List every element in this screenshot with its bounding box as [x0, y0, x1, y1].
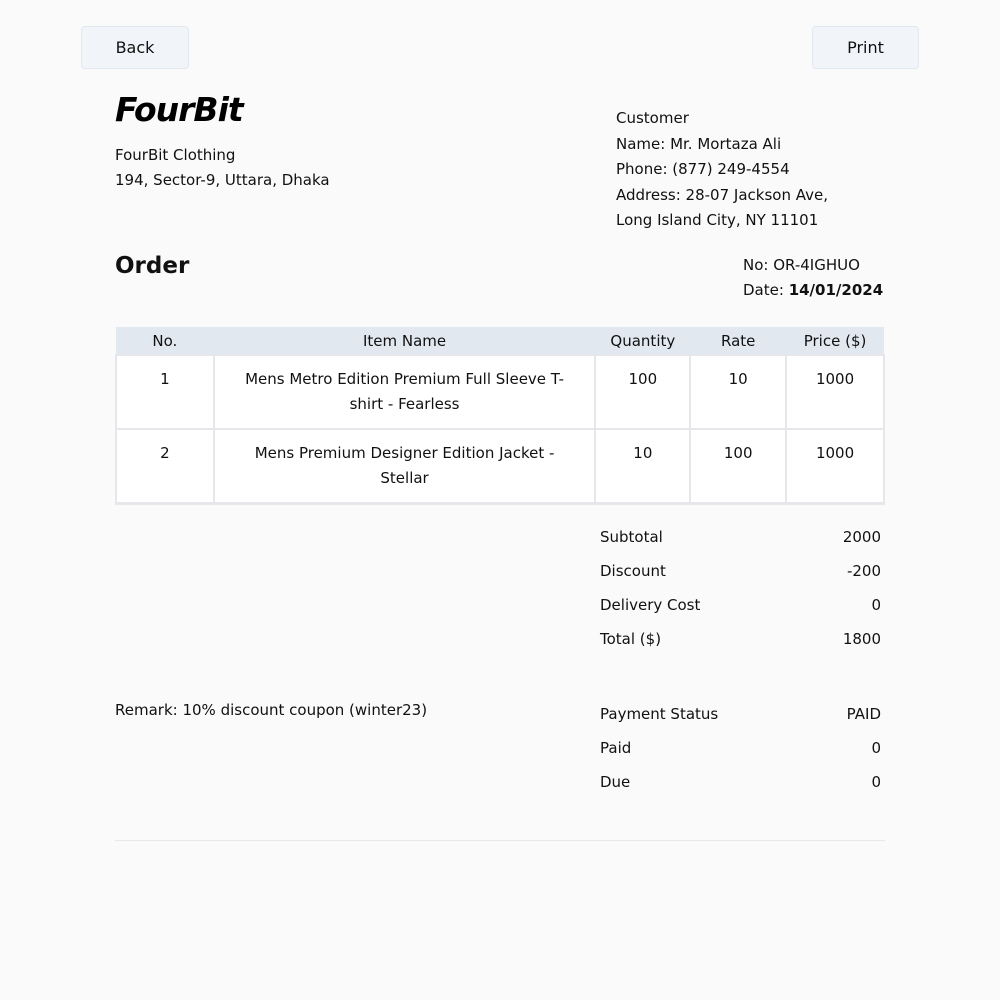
- header-quantity: Quantity: [595, 327, 690, 355]
- cell-quantity: 100: [595, 355, 690, 429]
- company-address: 194, Sector-9, Uttara, Dhaka: [115, 171, 330, 189]
- order-date-value: 14/01/2024: [788, 281, 884, 299]
- payment-status-row: [600, 705, 881, 739]
- total-value: 1800: [842, 630, 881, 648]
- cell-no: 2: [116, 429, 214, 504]
- cell-rate: 10: [690, 355, 786, 429]
- customer-info: [616, 106, 828, 234]
- subtotal-row: [600, 528, 881, 562]
- discount-label: Discount: [600, 562, 666, 580]
- cell-item-name: Mens Metro Edition Premium Full Sleeve T-shirt - Fearless: [214, 355, 596, 429]
- total-row: [600, 630, 881, 664]
- paid-label: Paid: [600, 739, 632, 757]
- company-info: [115, 143, 330, 193]
- order-meta: [743, 253, 883, 303]
- header-no: No.: [116, 327, 214, 355]
- cell-rate: 100: [690, 429, 786, 504]
- divider: [115, 840, 885, 841]
- cell-price: 1000: [786, 429, 884, 504]
- header-rate: Rate: [690, 327, 786, 355]
- back-button[interactable]: Back: [81, 26, 189, 69]
- order-number: No: OR-4IGHUO: [743, 256, 860, 274]
- print-button[interactable]: Print: [812, 26, 919, 69]
- customer-address-line1: Address: 28-07 Jackson Ave,: [616, 185, 828, 204]
- table-header-row: [116, 327, 884, 355]
- totals-summary: [600, 528, 881, 664]
- due-row: [600, 773, 881, 807]
- cell-no: 1: [116, 355, 214, 429]
- discount-row: [600, 562, 881, 596]
- delivery-value: 0: [871, 596, 881, 614]
- customer-name: Name: Mr. Mortaza Ali: [616, 134, 782, 153]
- order-date: [743, 278, 883, 303]
- customer-heading: Customer: [616, 109, 689, 127]
- payment-summary: [600, 705, 881, 807]
- payment-status-value: PAID: [846, 705, 881, 723]
- subtotal-value: 2000: [842, 528, 881, 546]
- cell-price: 1000: [786, 355, 884, 429]
- table-row: [116, 429, 884, 504]
- delivery-row: [600, 596, 881, 630]
- customer-phone: Phone: (877) 249-4554: [616, 160, 790, 178]
- total-label: Total ($): [600, 630, 662, 648]
- cell-item-name: Mens Premium Designer Edition Jacket - Stellar: [214, 429, 596, 504]
- order-remark: Remark: 10% discount coupon (winter23): [115, 701, 428, 719]
- company-logo: FourBit: [115, 90, 243, 129]
- items-table: [115, 327, 885, 505]
- subtotal-label: Subtotal: [600, 528, 663, 546]
- due-value: 0: [871, 773, 881, 791]
- due-label: Due: [600, 773, 631, 791]
- order-title: Order: [115, 253, 190, 279]
- order-date-label: Date:: [743, 281, 789, 299]
- paid-value: 0: [871, 739, 881, 757]
- cell-quantity: 10: [595, 429, 690, 504]
- header-price: Price ($): [786, 327, 884, 355]
- payment-status-label: Payment Status: [600, 705, 719, 723]
- customer-address-line2: Long Island City, NY 11101: [616, 211, 819, 229]
- company-name: FourBit Clothing: [115, 146, 236, 164]
- table-row: [116, 355, 884, 429]
- header-item-name: Item Name: [214, 327, 596, 355]
- discount-value: -200: [846, 562, 881, 580]
- delivery-label: Delivery Cost: [600, 596, 701, 614]
- paid-row: [600, 739, 881, 773]
